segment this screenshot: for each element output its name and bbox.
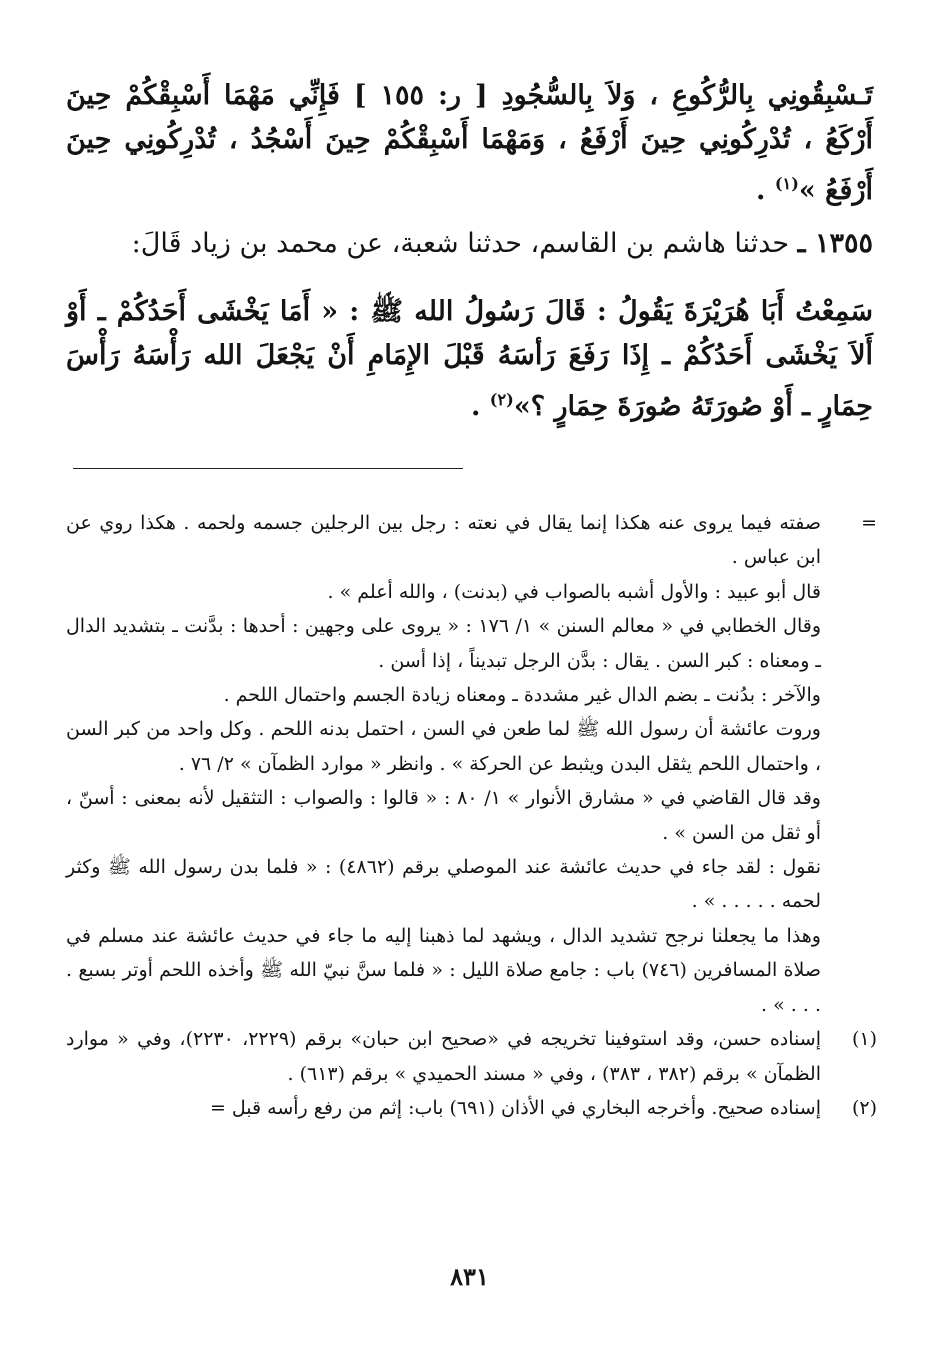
continuation-paragraph: والآخر : بدُنت ـ بضم الدال غير مشددة ـ ومعناه زيادة الجسم واحتمال اللحم . xyxy=(223,684,821,707)
continuation-paragraph: وروت عائشة أن رسول الله ﷺ لما طعن في السن ، احتمل بدنه اللحم . وكل واحد من كبر السن ، واحتمال اللحم يثقل البدن ويثبط عن الحركة » . وانظر « موارد الظمآن » ٢/ ٧٦ . xyxy=(66,718,821,775)
continuation-mark: = xyxy=(861,512,877,534)
continuation-paragraph: نقول : لقد جاء في حديث عائشة عند الموصلي برقم (٤٨٦٢) : « فلما بدن رسول الله ﷺ وكثر لحمه . . . . . » . xyxy=(66,856,822,913)
hadith-1355-matn xyxy=(66,290,873,429)
continuation-paragraph: وقال الخطابي في « معالم السنن » ١/ ١٧٦ : « يروى على وجهين : أحدها : بدَّنت ـ بتشديد الدال ـ ومعناه : كبر السن . يقال : بدَّن الرجل تبديناً ، إذا أسن . xyxy=(66,615,821,672)
footnote-ref-1: (١) xyxy=(774,174,799,193)
continuation-paragraph: قال أبو عبيد : والأول أشبه بالصواب في (بدنت) ، والله أعلم » . xyxy=(327,580,821,603)
footnotes xyxy=(66,506,877,1125)
hadith-1354-text: تَـسْبِقُونِي بِالرُّكُوعِ ، وَلاَ بِالسُّجُودِ [ ر: ١٥٥ ] فَإِنِّي مَهْمَا أَسْبِقْكُمْ حِينَ أَرْكَعُ ، تُدْرِكُونِي حِينَ أَرْفَعُ ، وَمَهْمَا أَسْبِقْكُمْ حِينَ أَسْجُدُ ، تُدْرِكُونِي حِينَ أَرْفَعُ » xyxy=(66,80,874,206)
hadith-1354-end-mark: . xyxy=(756,175,775,206)
footnote-2-marker: (٢) xyxy=(851,1096,877,1119)
footnote-1-text: إسناده حسن، وقد استوفينا تخريجه في «صحيح ابن حبان» برقم (٢٢٢٩، ٢٢٣٠)، وفي « موارد الظمآن » برقم (٣٨٢ ، ٣٨٣) ، وفي « مسند الحميدي » برقم (٦١٣) . xyxy=(66,1028,821,1085)
page-number: ٨٣١ xyxy=(450,1262,489,1291)
hadith-1355-isnad xyxy=(66,224,873,264)
continuation-paragraph: وهذا ما يجعلنا نرجح تشديد الدال ، ويشهد لما ذهبنا إليه ما جاء في حديث عائشة عند مسلم في صلاة المسافرين (٧٤٦) باب : جامع صلاة الليل : « فلما سنَّ نبيّ الله ﷺ وأخذه اللحم أوتر بسبع . . . . » . xyxy=(66,924,821,1016)
continuation-paragraph: وقد قال القاضي في « مشارق الأنوار » ١/ ٨٠ : « قالوا : والصواب : التثقيل لأنه بمعنى : أسنّ ، أو ثقل من السن » . xyxy=(66,787,821,844)
footnote-continuation xyxy=(66,506,877,1022)
hadith-1355-text: سَمِعْتُ أَبَا هُرَيْرَةَ يَقُولُ : قَالَ رَسُولُ الله ﷺ : « أَمَا يَخْشَى أَحَدُكُمْ ـ أَوْ أَلاَ يَخْشَى أَحَدُكُمْ ـ إِذَا رَفَعَ رَأسَهُ قَبْلَ الإِمَامِ أَنْ يَجْعَلَ الله رَأْسَهُ رَأْسَ حِمَارٍ ـ أَوْ صُورَتَهُ صُورَةَ حِمَارٍ ؟» xyxy=(66,296,873,422)
hadith-1355-end-mark: . xyxy=(470,391,490,422)
footnote-ref-2: (٢) xyxy=(489,390,514,409)
hadith-1354-ending xyxy=(66,74,873,213)
hadith-number: ١٣٥٥ ـ xyxy=(797,228,873,259)
footnote-2 xyxy=(66,1091,877,1125)
footnote-separator xyxy=(73,468,463,469)
isnad-text: حدثنا هاشم بن القاسم، حدثنا شعبة، عن محمد بن زياد قَالَ: xyxy=(131,228,790,259)
footnote-2-text: إسناده صحيح. وأخرجه البخاري في الأذان (٦٩١) باب: إثم من رفع رأسه قبل = xyxy=(209,1096,821,1119)
continuation-paragraph: صفته فيما يروى عنه هكذا إنما يقال في نعته : رجل بين الرجلين جسمه ولحمه . هكذا روي عن ابن عباس . xyxy=(66,512,821,569)
footnote-1-marker: (١) xyxy=(851,1028,877,1051)
continuation-lines xyxy=(66,506,821,1022)
footnote-1 xyxy=(66,1022,877,1091)
